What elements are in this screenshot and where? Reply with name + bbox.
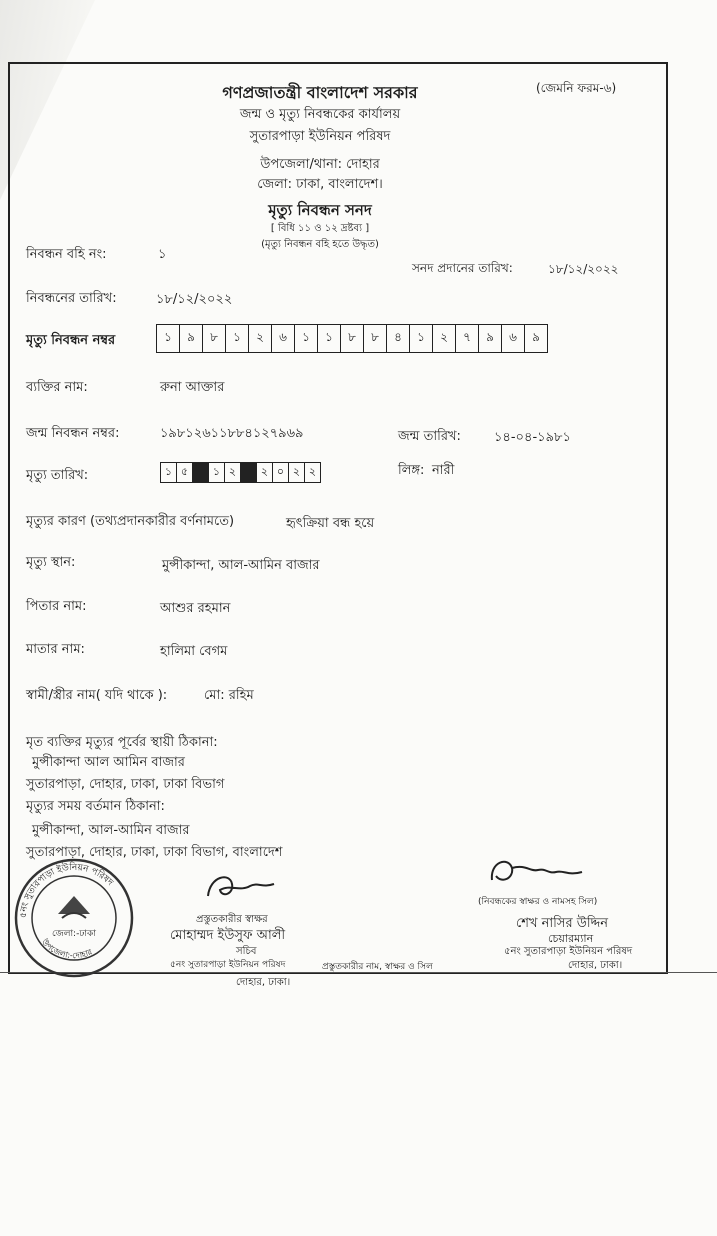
government-title: গণপ্রজাতন্ত্রী বাংলাদেশ সরকার xyxy=(222,83,418,102)
cause-value: হৃৎক্রিয়া বন্ধ হয়ে xyxy=(286,516,375,531)
mother-label: মাতার নাম: xyxy=(26,642,85,657)
father-value: আশুর রহমান xyxy=(160,601,231,616)
death-date-digit: ৫ xyxy=(177,463,193,482)
mother-value: হালিমা বেগম xyxy=(160,644,228,659)
secretary-location: দোহার, ঢাকা। xyxy=(236,977,291,988)
reg-no-digit: ২ xyxy=(433,325,456,352)
book-no-label: নিবন্ধন বহি নং: xyxy=(26,247,107,262)
preparer-note: প্রস্তুতকারীর নাম, স্বাক্ষর ও সিল xyxy=(322,962,433,972)
death-date-digit: ২ xyxy=(257,463,273,482)
reg-no-digit: ৯ xyxy=(532,329,540,344)
reg-no-digit: ৬ xyxy=(272,325,295,352)
reg-no-digit: ৯ xyxy=(180,325,203,352)
gender-value: নারী xyxy=(432,463,455,478)
form-number: (জেমনি ফরম-৬) xyxy=(536,81,617,95)
rule-reference: [ বিধি ১১ ও ১২ দ্রষ্টব্য ] xyxy=(270,223,370,234)
death-date-boxes xyxy=(160,462,321,483)
current-address-label: মৃত্যুর সময় বর্তমান ঠিকানা: xyxy=(26,799,165,814)
seal-ring-text: ৫নং সুতারপাড়া ইউনিয়ন পরিষদ xyxy=(18,862,115,919)
reg-no-digit: ২ xyxy=(249,325,272,352)
reg-no-digit: ১ xyxy=(157,325,180,352)
upazila: উপজেলা/থানা: দোহার xyxy=(260,157,380,172)
death-date-digit: ২ xyxy=(225,463,241,482)
seal-bottom-text: উপজেলা:-দোহার xyxy=(39,937,94,961)
reg-no-digit: ৪ xyxy=(387,325,410,352)
reg-no-boxes xyxy=(156,324,548,353)
chairman-union: ৫নং সুতারপাড়া ইউনিয়ন পরিষদ xyxy=(504,946,633,957)
preparer-signature xyxy=(200,866,280,906)
reg-no-digit: ৭ xyxy=(456,325,479,352)
register-note: (মৃত্যু নিবন্ধন বহি হতে উদ্ধৃত) xyxy=(261,239,379,250)
reg-no-digit: ৮ xyxy=(341,325,364,352)
secretary-title: সচিব xyxy=(236,946,257,957)
reg-no-digit: ১ xyxy=(295,325,318,352)
death-date-label: মৃত্যু তারিখ: xyxy=(26,468,89,483)
chairman-name: শেখ নাসির উদ্দিন xyxy=(516,916,608,931)
perm-address-line2: সুতারপাড়া, দোহার, ঢাকা, ঢাকা বিভাগ xyxy=(26,777,225,792)
death-date-digit: ২ xyxy=(289,463,305,482)
dob-value: ১৪-০৪-১৯৮১ xyxy=(494,430,571,445)
reg-no-digit: ১ xyxy=(318,325,341,352)
book-no-value: ১ xyxy=(158,247,167,262)
reg-date-value: ১৮/১২/২০২২ xyxy=(156,292,233,307)
spouse-label: স্বামী/স্ত্রীর নাম( যদি থাকে ): xyxy=(26,688,168,703)
date-separator xyxy=(193,463,209,482)
union-seal-stamp xyxy=(12,856,136,980)
reg-no-label: মৃত্যু নিবন্ধন নম্বর xyxy=(26,333,116,348)
reg-no-digit: ১ xyxy=(226,325,249,352)
cause-label: মৃত্যুর কারণ (তথ্যপ্রদানকারীর বর্ণনামতে) xyxy=(26,514,235,529)
spouse-value: মো: রহিম xyxy=(204,688,254,703)
death-date-digit: ২ xyxy=(308,465,317,478)
district: জেলা: ঢাকা, বাংলাদেশ। xyxy=(257,177,383,192)
issue-date-value: ১৮/১২/২০২২ xyxy=(548,262,619,276)
issue-date-label: সনদ প্রদানের তারিখ: xyxy=(412,261,513,275)
certificate-title: মৃত্যু নিবন্ধন সনদ xyxy=(268,201,372,219)
union-name: সুতারপাড়া ইউনিয়ন পরিষদ xyxy=(249,129,391,144)
father-label: পিতার নাম: xyxy=(26,599,87,614)
current-address-line2: সুতারপাড়া, দোহার, ঢাকা, ঢাকা বিভাগ, বাংলাদেশ xyxy=(26,845,283,860)
office-name: জন্ম ও মৃত্যু নিবন্ধকের কার্যালয় xyxy=(239,107,401,122)
birth-reg-value: ১৯৮১২৬১১৮৮৪১২৭৯৬৯ xyxy=(160,426,304,441)
reg-no-digit: ৬ xyxy=(502,325,525,352)
current-address-line1: মুন্সীকান্দা, আল-আমিন বাজার xyxy=(32,823,190,838)
reg-no-digit: ৯ xyxy=(479,325,502,352)
birth-reg-label: জন্ম নিবন্ধন নম্বর: xyxy=(26,426,120,441)
name-value: রুনা আক্তার xyxy=(160,380,225,395)
registrar-signature xyxy=(486,850,596,892)
perm-address-label: মৃত ব্যক্তির মৃত্যুর পূর্বের স্থায়ী ঠিকানা: xyxy=(26,735,218,750)
secretary-name: মোহাম্মদ ইউসুফ আলী xyxy=(170,928,286,943)
perm-address-line1: মুন্সীকান্দা আল আমিন বাজার xyxy=(32,755,185,770)
seal-center-text: জেলা:-ঢাকা xyxy=(52,929,96,939)
date-separator xyxy=(241,463,257,482)
death-date-digit: ১ xyxy=(161,463,177,482)
chairman-location: দোহার, ঢাকা। xyxy=(568,960,623,971)
reg-no-digit: ৮ xyxy=(203,325,226,352)
secretary-union: ৫নং সুতারপাড়া ইউনিয়ন পরিষদ xyxy=(170,960,286,970)
death-date-digit: ০ xyxy=(273,463,289,482)
death-date-digit: ১ xyxy=(209,463,225,482)
reg-date-label: নিবন্ধনের তারিখ: xyxy=(26,291,117,306)
reg-no-digit: ৮ xyxy=(364,325,387,352)
place-label: মৃত্যু স্থান: xyxy=(26,555,76,570)
reg-no-digit: ১ xyxy=(410,325,433,352)
svg-text:উপজেলা:-দোহার xyxy=(39,936,94,960)
preparer-signature-label: প্রস্তুতকারীর স্বাক্ষর xyxy=(196,914,268,925)
name-label: ব্যক্তির নাম: xyxy=(26,380,88,395)
dob-label: জন্ম তারিখ: xyxy=(398,429,461,444)
gender-label: লিঙ্গ: xyxy=(398,463,425,478)
place-value: মুন্সীকান্দা, আল-আমিন বাজার xyxy=(162,558,320,573)
registrar-signature-label: (নিবন্ধকের স্বাক্ষর ও নামসহ সিল) xyxy=(478,897,598,907)
chairman-title: চেয়ারম্যান xyxy=(548,932,594,945)
